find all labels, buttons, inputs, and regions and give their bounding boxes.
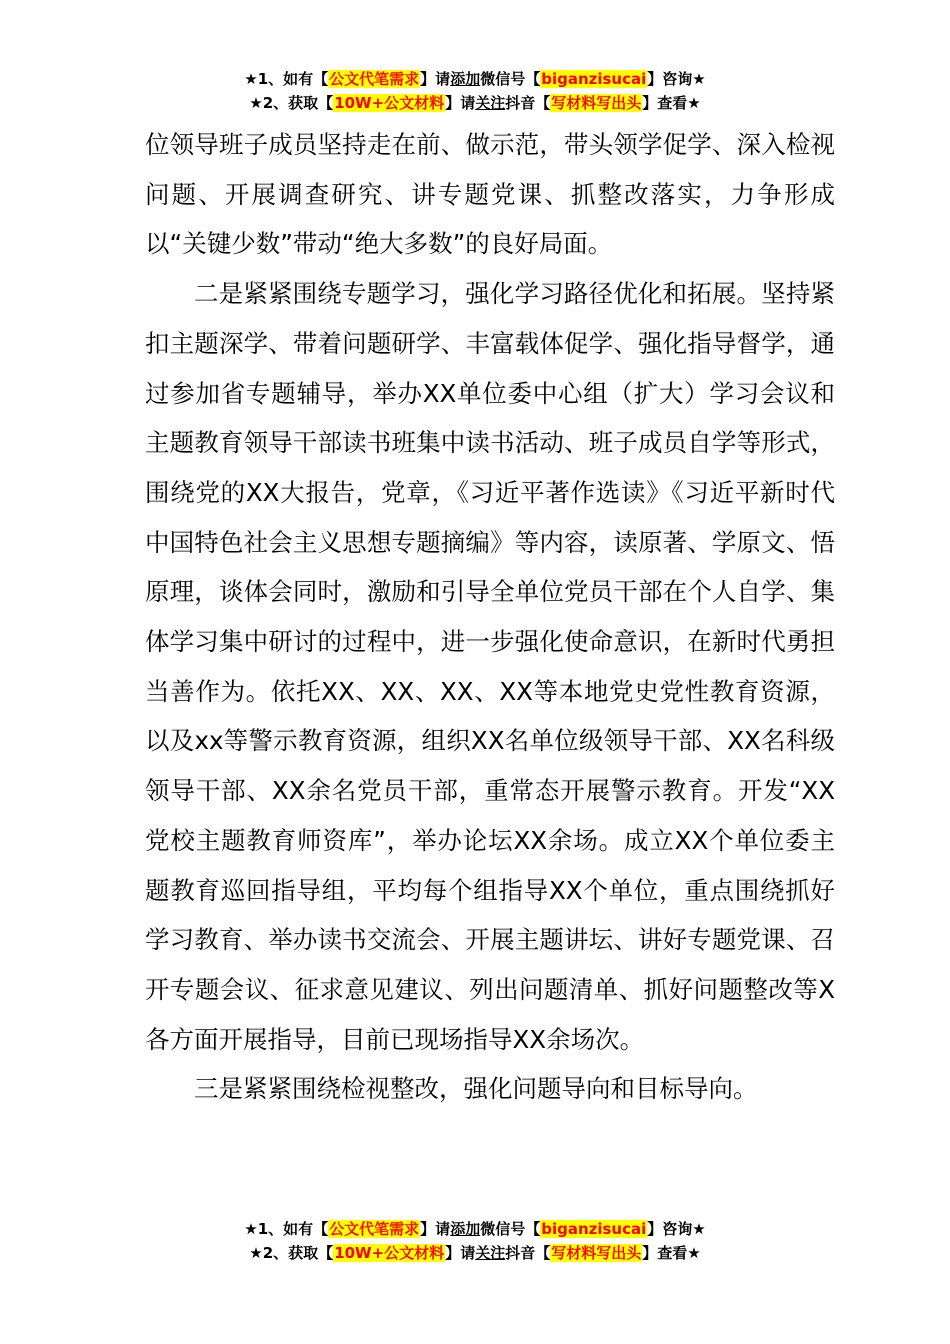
- banner-text: 】请: [445, 94, 476, 112]
- banner-text: 】请: [420, 70, 451, 88]
- banner-text: ★1、如有【: [244, 1220, 329, 1238]
- document-body: [145, 120, 835, 1114]
- banner-line-2: [0, 1242, 950, 1266]
- banner-text: 抖音【: [505, 94, 551, 112]
- footer-banner: [0, 1218, 950, 1266]
- banner-text: 】请: [445, 1244, 476, 1262]
- banner-text: 】咨询★: [647, 1220, 706, 1238]
- banner-underlined-text: 关注: [475, 1244, 506, 1262]
- banner-highlight: 公文代笔需求: [329, 70, 420, 88]
- banner-text: ★2、获取【: [249, 1244, 334, 1262]
- banner-text: 】查看★: [642, 1244, 701, 1262]
- banner-highlight: 10W+公文材料: [334, 94, 445, 112]
- banner-text: ★2、获取【: [249, 94, 334, 112]
- banner-highlight: 写材料写出头: [551, 94, 642, 112]
- banner-text: 微信号【: [480, 1220, 541, 1238]
- header-banner: [0, 68, 950, 116]
- banner-highlight: 公文代笔需求: [329, 1220, 420, 1238]
- banner-line-2: [0, 92, 950, 116]
- banner-highlight: biganzisucai: [541, 1220, 647, 1238]
- banner-text: 微信号【: [480, 70, 541, 88]
- banner-text: 】请: [420, 1220, 451, 1238]
- banner-line-1: [0, 1218, 950, 1242]
- banner-highlight: 写材料写出头: [551, 1244, 642, 1262]
- banner-text: ★1、如有【: [244, 70, 329, 88]
- banner-underlined-text: 添加: [450, 1220, 481, 1238]
- paragraph-continuation: 位领导班子成员坚持走在前、做示范，带头领学促学、深入检视问题、开展调查研究、讲专题党课、抓整改落实，力争形成以“关键少数”带动“绝大多数”的良好局面。: [145, 130, 835, 259]
- banner-text: 】查看★: [642, 94, 701, 112]
- banner-highlight: biganzisucai: [541, 70, 647, 88]
- paragraph-rectification: 三是紧紧围绕检视整改，强化问题导向和目标导向。: [194, 1074, 758, 1104]
- banner-text: 】咨询★: [647, 70, 706, 88]
- banner-line-1: [0, 68, 950, 92]
- banner-underlined-text: 关注: [475, 94, 506, 112]
- paragraph-study: 二是紧紧围绕专题学习，强化学习路径优化和拓展。坚持紧扣主题深学、带着问题研学、丰富载体促学、强化指导督学，通过参加省专题辅导，举办XX单位委中心组（扩大）学习会议和主题教育领导干部读书班集中读书活动、班子成员自学等形式，围绕党的XX大报告，党章，《习近平著作选读》《习近平新时代中国特色社会主义思想专题摘编》等内容，读原著、学原文、悟原理，谈体会同时，激励和引导全单位党员干部在个人自学、集体学习集中研讨的过程中，进一步强化使命意识，在新时代勇担当善作为。依托XX、XX、XX、XX等本地党史党性教育资源，以及xx等警示教育资源，组织XX名单位级领导干部、XX名科级领导干部、XX余名党员干部，重常态开展警示教育。开发“XX党校主题教育师资库”，举办论坛XX余场。成立XX个单位委主题教育巡回指导组，平均每个组指导XX个单位，重点围绕抓好学习教育、举办读书交流会、开展主题讲坛、讲好专题党课、召开专题会议、征求意见建议、列出问题清单、抓好问题整改等X各方面开展指导，目前已现场指导XX余场次。: [145, 279, 835, 1054]
- banner-highlight: 10W+公文材料: [334, 1244, 445, 1262]
- banner-underlined-text: 添加: [450, 70, 481, 88]
- banner-text: 抖音【: [505, 1244, 551, 1262]
